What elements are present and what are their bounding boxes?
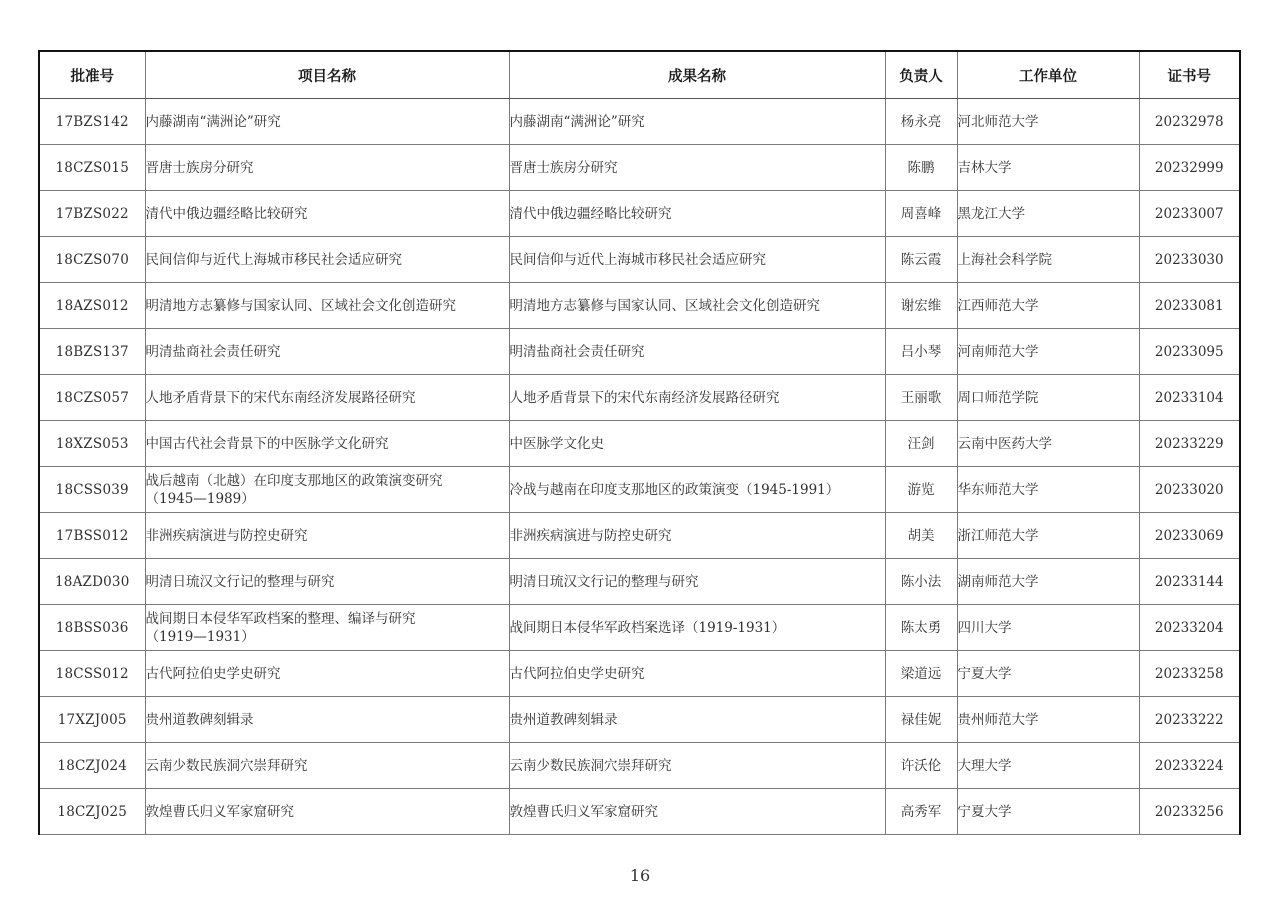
approval-no-cell (39, 375, 145, 421)
work-unit: 黑龙江大学 (957, 205, 1025, 222)
person-in-charge: 吕小琴 (900, 343, 942, 360)
work-unit-cell (957, 145, 1139, 191)
approval-no: 18AZD030 (55, 573, 130, 590)
work-unit-cell (957, 605, 1139, 651)
approval-no: 18AZS012 (55, 297, 129, 314)
person-cell (885, 237, 957, 283)
work-unit: 大理大学 (957, 757, 1012, 774)
person-cell (885, 375, 957, 421)
result-name-cell (509, 99, 885, 145)
table-row (39, 145, 1240, 191)
person-in-charge: 梁道远 (900, 665, 942, 682)
person-cell (885, 421, 957, 467)
approval-no: 18CSS039 (55, 481, 129, 498)
work-unit: 浙江师范大学 (957, 527, 1039, 544)
work-unit: 江西师范大学 (957, 297, 1039, 314)
table-row (39, 283, 1240, 329)
certificate-no: 20233104 (1154, 389, 1224, 406)
work-unit-cell (957, 743, 1139, 789)
result-name-cell (509, 421, 885, 467)
result-name-cell (509, 145, 885, 191)
person-cell (885, 789, 957, 835)
table-row (39, 421, 1240, 467)
table-row (39, 605, 1240, 651)
work-unit-cell (957, 559, 1139, 605)
table-row (39, 789, 1240, 835)
person-cell (885, 467, 957, 513)
certificate-no-cell (1139, 513, 1240, 559)
approval-no-cell (39, 513, 145, 559)
approval-no: 17BSS012 (55, 527, 129, 544)
person-cell (885, 697, 957, 743)
result-name: 冷战与越南在印度支那地区的政策演变（1945-1991） (509, 481, 840, 498)
result-name-cell (509, 467, 885, 513)
results-table (38, 50, 1241, 835)
work-unit: 华东师范大学 (957, 481, 1039, 498)
certificate-no-cell (1139, 697, 1240, 743)
person-in-charge: 周喜峰 (900, 205, 942, 222)
certificate-no-cell (1139, 145, 1240, 191)
table-row (39, 651, 1240, 697)
result-name-cell (509, 697, 885, 743)
approval-no-cell (39, 605, 145, 651)
table-row (39, 743, 1240, 789)
result-name: 非洲疾病演进与防控史研究 (509, 527, 672, 544)
work-unit: 吉林大学 (957, 159, 1012, 176)
person-in-charge: 谢宏维 (900, 297, 942, 314)
project-name: 敦煌曹氏归义军家窟研究 (145, 803, 294, 820)
project-name: 贵州道教碑刻辑录 (145, 711, 254, 728)
project-name-cell (145, 697, 509, 743)
project-name-cell (145, 513, 509, 559)
header-approval-no: 批准号 (39, 51, 145, 99)
project-name-cell (145, 237, 509, 283)
approval-no-cell (39, 467, 145, 513)
certificate-no: 20233222 (1154, 711, 1224, 728)
certificate-no: 20233224 (1154, 757, 1224, 774)
certificate-no: 20233020 (1154, 481, 1224, 498)
certificate-no: 20232999 (1154, 159, 1224, 176)
project-name-cell (145, 375, 509, 421)
approval-no-cell (39, 559, 145, 605)
table-row (39, 237, 1240, 283)
result-name-cell (509, 283, 885, 329)
approval-no-cell (39, 145, 145, 191)
result-name-cell (509, 191, 885, 237)
project-name-cell (145, 789, 509, 835)
approval-no: 17BZS022 (55, 205, 129, 222)
project-name: 清代中俄边疆经略比较研究 (145, 205, 308, 222)
work-unit-cell (957, 651, 1139, 697)
result-name: 明清日琉汉文行记的整理与研究 (509, 573, 699, 590)
work-unit: 四川大学 (957, 619, 1012, 636)
table-row (39, 559, 1240, 605)
certificate-no-cell (1139, 467, 1240, 513)
project-name: 明清盐商社会责任研究 (145, 343, 281, 360)
person-cell (885, 605, 957, 651)
certificate-no: 20233204 (1154, 619, 1224, 636)
certificate-no-cell (1139, 375, 1240, 421)
header-result-name: 成果名称 (509, 51, 885, 99)
certificate-no: 20232978 (1154, 113, 1224, 130)
project-name: 明清日琉汉文行记的整理与研究 (145, 573, 335, 590)
project-name: 战后越南（北越）在印度支那地区的政策演变研究 (145, 472, 443, 489)
person-in-charge: 游览 (907, 481, 935, 498)
work-unit-cell (957, 99, 1139, 145)
work-unit: 云南中医药大学 (957, 435, 1052, 452)
result-name: 晋唐士族房分研究 (509, 159, 618, 176)
result-name: 清代中俄边疆经略比较研究 (509, 205, 672, 222)
approval-no-cell (39, 237, 145, 283)
person-in-charge: 汪剑 (907, 435, 935, 452)
table-row (39, 191, 1240, 237)
person-cell (885, 99, 957, 145)
result-name: 内藤湖南“满洲论”研究 (509, 113, 645, 130)
work-unit: 宁夏大学 (957, 665, 1012, 682)
person-cell (885, 743, 957, 789)
certificate-no: 20233007 (1154, 205, 1224, 222)
certificate-no-cell (1139, 651, 1240, 697)
work-unit-cell (957, 283, 1139, 329)
approval-no-cell (39, 99, 145, 145)
result-name-cell (509, 743, 885, 789)
project-name: 内藤湖南“满洲论”研究 (145, 113, 281, 130)
table-row (39, 697, 1240, 743)
approval-no: 18BZS137 (55, 343, 129, 360)
result-name: 战间期日本侵华军政档案选译（1919-1931） (509, 619, 786, 636)
result-name: 云南少数民族洞穴崇拜研究 (509, 757, 672, 774)
person-in-charge: 杨永亮 (900, 113, 942, 130)
person-in-charge: 陈云霞 (900, 251, 942, 268)
result-name-cell (509, 513, 885, 559)
result-name-cell (509, 651, 885, 697)
work-unit-cell (957, 375, 1139, 421)
certificate-no: 20233030 (1154, 251, 1224, 268)
certificate-no-cell (1139, 283, 1240, 329)
result-name: 明清地方志纂修与国家认同、区域社会文化创造研究 (509, 297, 820, 314)
approval-no-cell (39, 697, 145, 743)
work-unit: 河南师范大学 (957, 343, 1039, 360)
table-row (39, 467, 1240, 513)
project-name-cell (145, 559, 509, 605)
certificate-no: 20233256 (1154, 803, 1224, 820)
project-name: 人地矛盾背景下的宋代东南经济发展路径研究 (145, 389, 416, 406)
project-name-cell (145, 467, 509, 513)
project-name-cell (145, 283, 509, 329)
certificate-no: 20233081 (1154, 297, 1224, 314)
work-unit-cell (957, 697, 1139, 743)
project-name: 战间期日本侵华军政档案的整理、编译与研究 (145, 610, 416, 627)
result-name: 贵州道教碑刻辑录 (509, 711, 618, 728)
certificate-no: 20233258 (1154, 665, 1224, 682)
approval-no: 18CZS070 (55, 251, 129, 268)
project-name-cell (145, 145, 509, 191)
person-in-charge: 禄佳妮 (900, 711, 942, 728)
result-name: 人地矛盾背景下的宋代东南经济发展路径研究 (509, 389, 780, 406)
result-name: 明清盐商社会责任研究 (509, 343, 645, 360)
person-cell (885, 513, 957, 559)
approval-no: 18CZJ025 (57, 803, 128, 820)
project-name-cell (145, 191, 509, 237)
person-in-charge: 胡美 (907, 527, 935, 544)
table-row (39, 99, 1240, 145)
project-name-cell (145, 605, 509, 651)
work-unit: 上海社会科学院 (957, 251, 1052, 268)
certificate-no: 20233229 (1154, 435, 1224, 452)
approval-no: 18XZS053 (55, 435, 129, 452)
result-name-cell (509, 375, 885, 421)
result-name-cell (509, 789, 885, 835)
person-in-charge: 王丽歌 (900, 389, 942, 406)
approval-no-cell (39, 651, 145, 697)
approval-no-cell (39, 191, 145, 237)
project-name-cell (145, 329, 509, 375)
person-in-charge: 高秀军 (900, 803, 942, 820)
person-in-charge: 陈鹏 (907, 159, 935, 176)
project-name: 非洲疾病演进与防控史研究 (145, 527, 308, 544)
certificate-no-cell (1139, 421, 1240, 467)
result-name-cell (509, 605, 885, 651)
project-name-cell (145, 421, 509, 467)
person-in-charge: 陈太勇 (900, 619, 942, 636)
work-unit: 周口师范学院 (957, 389, 1039, 406)
project-name: 古代阿拉伯史学史研究 (145, 665, 281, 682)
approval-no-cell (39, 421, 145, 467)
work-unit: 湖南师范大学 (957, 573, 1039, 590)
work-unit-cell (957, 421, 1139, 467)
certificate-no: 20233069 (1154, 527, 1224, 544)
certificate-no-cell (1139, 99, 1240, 145)
certificate-no-cell (1139, 329, 1240, 375)
person-in-charge: 许沃伦 (900, 757, 942, 774)
header-project-name: 项目名称 (145, 51, 509, 99)
work-unit: 贵州师范大学 (957, 711, 1039, 728)
person-cell (885, 329, 957, 375)
work-unit: 河北师范大学 (957, 113, 1039, 130)
project-name-cell (145, 743, 509, 789)
approval-no: 17BZS142 (55, 113, 129, 130)
result-name: 中医脉学文化史 (509, 435, 604, 452)
project-name-line2: （1919—1931） (145, 628, 255, 645)
person-cell (885, 145, 957, 191)
page-number: 16 (629, 866, 651, 885)
result-name-cell (509, 559, 885, 605)
project-name-cell (145, 651, 509, 697)
work-unit-cell (957, 237, 1139, 283)
person-cell (885, 651, 957, 697)
work-unit-cell (957, 513, 1139, 559)
work-unit-cell (957, 789, 1139, 835)
project-name: 民间信仰与近代上海城市移民社会适应研究 (145, 251, 402, 268)
person-cell (885, 559, 957, 605)
table-row (39, 375, 1240, 421)
result-name: 民间信仰与近代上海城市移民社会适应研究 (509, 251, 766, 268)
certificate-no-cell (1139, 605, 1240, 651)
result-name-cell (509, 237, 885, 283)
person-cell (885, 191, 957, 237)
certificate-no-cell (1139, 191, 1240, 237)
approval-no-cell (39, 743, 145, 789)
header-work-unit: 工作单位 (957, 51, 1139, 99)
project-name-line2: （1945—1989） (145, 490, 255, 507)
table-body (39, 99, 1240, 835)
work-unit-cell (957, 467, 1139, 513)
approval-no: 18CZJ024 (57, 757, 128, 774)
result-name: 古代阿拉伯史学史研究 (509, 665, 645, 682)
approval-no-cell (39, 789, 145, 835)
work-unit: 宁夏大学 (957, 803, 1012, 820)
project-name-cell (145, 99, 509, 145)
header-row (39, 51, 1240, 99)
approval-no: 18CZS057 (55, 389, 129, 406)
header-person-in-charge: 负责人 (885, 51, 957, 99)
header-certificate-no: 证书号 (1139, 51, 1240, 99)
certificate-no-cell (1139, 743, 1240, 789)
results-table-container (38, 50, 1239, 835)
project-name: 中国古代社会背景下的中医脉学文化研究 (145, 435, 389, 452)
table-row (39, 513, 1240, 559)
certificate-no: 20233144 (1154, 573, 1224, 590)
certificate-no: 20233095 (1154, 343, 1224, 360)
approval-no-cell (39, 329, 145, 375)
approval-no: 18BSS036 (55, 619, 129, 636)
table-row (39, 329, 1240, 375)
project-name: 明清地方志纂修与国家认同、区域社会文化创造研究 (145, 297, 456, 314)
person-cell (885, 283, 957, 329)
approval-no: 18CSS012 (55, 665, 129, 682)
certificate-no-cell (1139, 789, 1240, 835)
certificate-no-cell (1139, 237, 1240, 283)
result-name: 敦煌曹氏归义军家窟研究 (509, 803, 658, 820)
project-name: 晋唐士族房分研究 (145, 159, 254, 176)
project-name: 云南少数民族洞穴崇拜研究 (145, 757, 308, 774)
certificate-no-cell (1139, 559, 1240, 605)
work-unit-cell (957, 329, 1139, 375)
approval-no: 17XZJ005 (57, 711, 127, 728)
result-name-cell (509, 329, 885, 375)
person-in-charge: 陈小法 (900, 573, 942, 590)
work-unit-cell (957, 191, 1139, 237)
approval-no: 18CZS015 (55, 159, 129, 176)
approval-no-cell (39, 283, 145, 329)
